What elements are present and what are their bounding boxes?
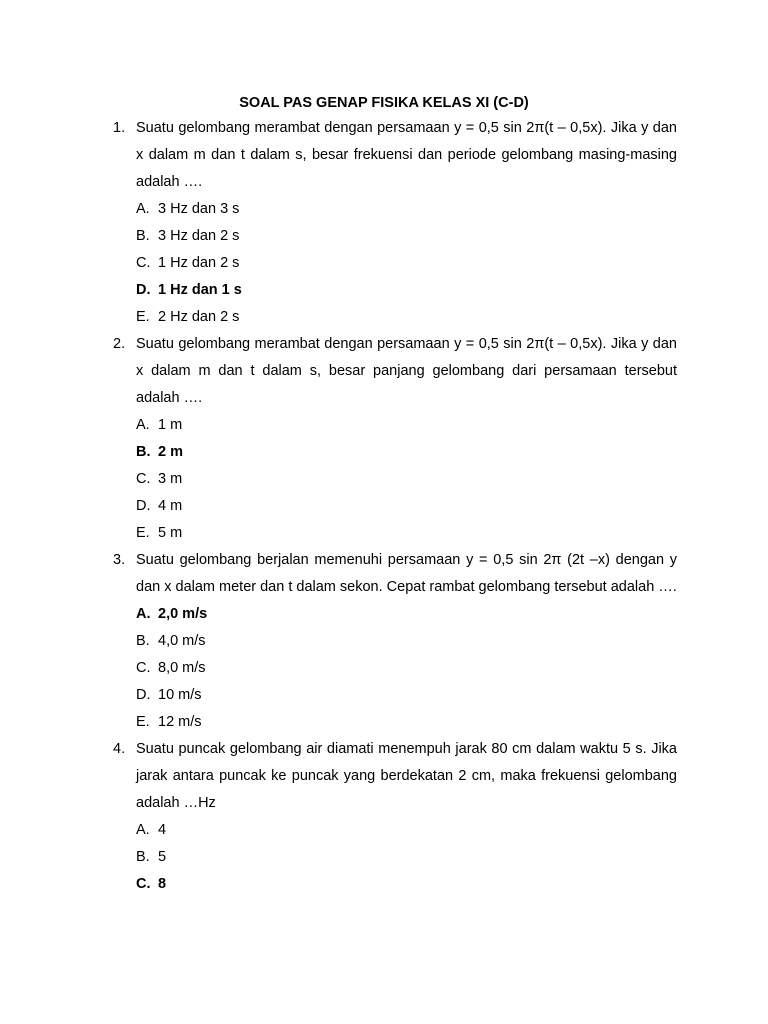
option-letter: B.	[136, 633, 150, 649]
option-letter: E.	[136, 525, 150, 541]
question-1	[113, 115, 677, 196]
option-letter: C.	[136, 660, 151, 676]
question-3-option-c	[136, 655, 677, 682]
option-text: 4,0 m/s	[158, 633, 206, 649]
option-letter: D.	[136, 282, 151, 298]
option-text: 2 m	[158, 444, 183, 460]
question-1-option-a	[136, 196, 677, 223]
question-3	[113, 547, 677, 601]
option-text: 8,0 m/s	[158, 660, 206, 676]
option-letter: E.	[136, 309, 150, 325]
question-2-option-c	[136, 466, 677, 493]
question-4-option-b	[136, 844, 677, 871]
question-list	[113, 115, 677, 898]
question-1-option-c	[136, 250, 677, 277]
question-4-option-a	[136, 817, 677, 844]
question-4	[113, 736, 677, 817]
option-text: 5 m	[158, 525, 183, 541]
question-2-option-b	[136, 439, 677, 466]
question-2-option-d	[136, 493, 677, 520]
question-text: Suatu puncak gelombang air diamati menempuh jarak 80 cm dalam waktu 5 s. Jika jarak antara puncak ke puncak yang berdekatan 2 cm, maka frekuensi gelombang adalah …Hz	[136, 741, 677, 811]
option-text: 2,0 m/s	[158, 606, 208, 622]
question-3-option-e	[136, 709, 677, 736]
option-letter: A.	[136, 822, 150, 838]
option-letter: D.	[136, 687, 151, 703]
option-letter: B.	[136, 228, 150, 244]
option-text: 4	[158, 822, 167, 838]
option-text: 2 Hz dan 2 s	[158, 309, 240, 325]
option-letter: A.	[136, 606, 151, 622]
option-letter: C.	[136, 471, 151, 487]
question-2	[113, 331, 677, 412]
question-1-option-d	[136, 277, 677, 304]
option-letter: B.	[136, 849, 150, 865]
question-1-option-b	[136, 223, 677, 250]
question-2-option-a	[136, 412, 677, 439]
option-letter: B.	[136, 444, 151, 460]
question-text: Suatu gelombang berjalan memenuhi persamaan y = 0,5 sin 2π (2t –x) dengan y dan x dalam meter dan t dalam sekon. Cepat rambat gelombang tersebut adalah ….	[136, 552, 677, 595]
document-title: SOAL PAS GENAP FISIKA KELAS XI (C-D)	[239, 95, 529, 111]
option-text: 1 Hz dan 2 s	[158, 255, 240, 271]
option-text: 5	[158, 849, 167, 865]
option-text: 10 m/s	[158, 687, 202, 703]
question-1-option-e	[136, 304, 677, 331]
option-letter: C.	[136, 876, 151, 892]
option-text: 3 m	[158, 471, 183, 487]
option-text: 1 m	[158, 417, 183, 433]
option-text: 1 Hz dan 1 s	[158, 282, 242, 298]
option-letter: D.	[136, 498, 151, 514]
option-text: 3 Hz dan 3 s	[158, 201, 240, 217]
option-text: 12 m/s	[158, 714, 202, 730]
question-number: 4.	[113, 741, 126, 757]
option-letter: C.	[136, 255, 151, 271]
question-2-option-e	[136, 520, 677, 547]
question-text: Suatu gelombang merambat dengan persamaan y = 0,5 sin 2π(t – 0,5x). Jika y dan x dalam m dan t dalam s, besar panjang gelombang dari persamaan tersebut adalah ….	[136, 336, 677, 406]
question-number: 2.	[113, 336, 126, 352]
question-number: 3.	[113, 552, 126, 568]
option-letter: A.	[136, 417, 150, 433]
question-3-option-d	[136, 682, 677, 709]
question-text: Suatu gelombang merambat dengan persamaan y = 0,5 sin 2π(t – 0,5x). Jika y dan x dalam m dan t dalam s, besar frekuensi dan periode gelombang masing-masing adalah ….	[136, 120, 677, 190]
question-number: 1.	[113, 120, 126, 136]
question-3-option-a	[136, 601, 677, 628]
option-letter: A.	[136, 201, 150, 217]
option-text: 4 m	[158, 498, 183, 514]
question-4-option-c	[136, 871, 677, 898]
option-letter: E.	[136, 714, 150, 730]
question-3-option-b	[136, 628, 677, 655]
option-text: 8	[158, 876, 167, 892]
option-text: 3 Hz dan 2 s	[158, 228, 240, 244]
